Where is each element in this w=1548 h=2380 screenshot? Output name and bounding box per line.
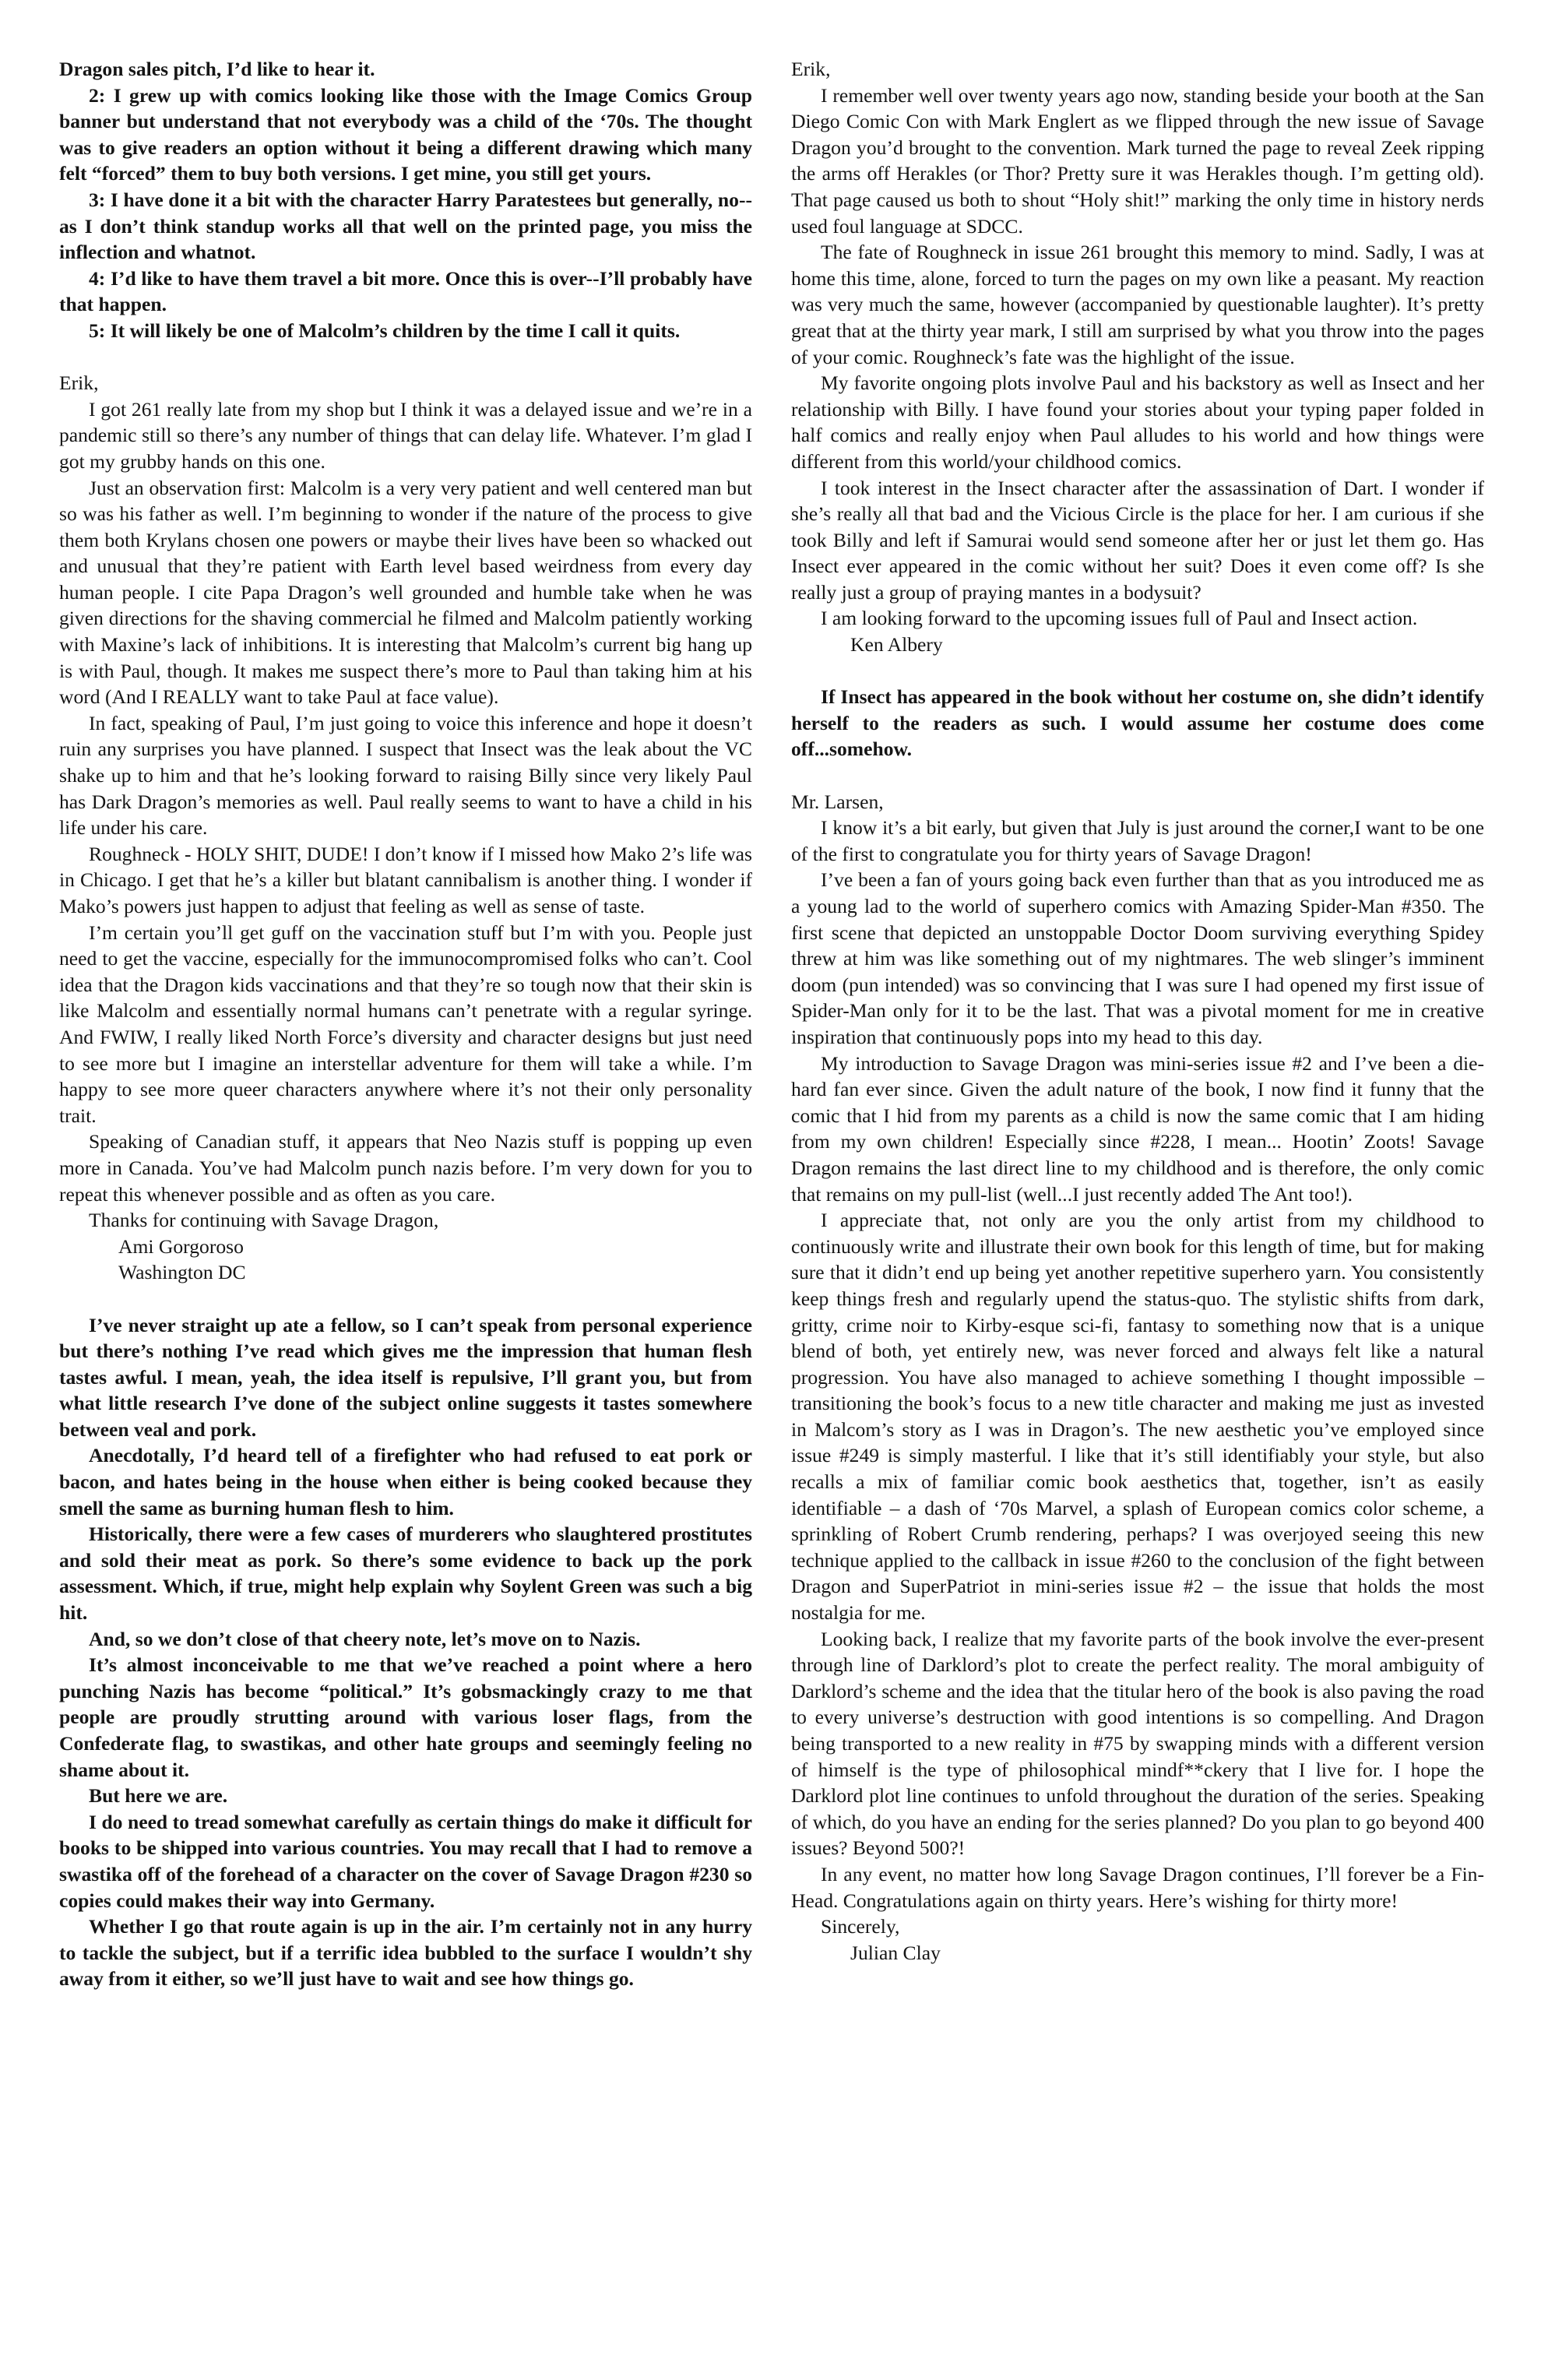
letter-paragraph: Speaking of Canadian stuff, it appears that Neo Nazis stuff is popping up even more in Canada. You’ve had Malcolm punch nazis before. I’m very down for you to repeat this whenever possible and as often as you care. [59, 1130, 752, 1206]
spacer [59, 1286, 752, 1312]
letter-paragraph: I’ve been a fan of yours going back even further than that as you introduced me as a young lad to the world of superhero comics with Amazing Spider-Man #350. The first scene that depicted an unstoppable Doctor Doom surviving everything Spidey threw at him was like something out of my nightmares. The web slinger’s imminent doom (pun intended) was so convincing that I was sure I had opened my first issue of Spider-Man only for it to be the last. That was a pivotal moment for me in creative inspiration that continuously pops into my head to this day. [791, 868, 1484, 1048]
reply-paragraph: I do need to tread somewhat carefully as certain things do make it difficult for books to be shipped into various countries. You may recall that I had to remove a swastika off of the forehead of a character on the cover of Savage Dragon #230 so copies could makes their way into Germany. [59, 1810, 752, 1912]
editor-reply-2 [59, 1312, 752, 1992]
reply-paragraph: 5: It will likely be one of Malcolm’s children by the time I call it quits. [89, 319, 681, 342]
letter-paragraph: I remember well over twenty years ago now, standing beside your booth at the San Diego Comic Con with Mark Englert as we flipped through the new issue of Savage Dragon you’d brought to the convention. Mark turned the page to reveal Zeek ripping the arms off Herakles (or Thor? Pretty sure it was Herakles though. I’m getting old). That page caused us both to shout “Holy shit!” marking the only time in history nerds used foul language at SDCC. [791, 83, 1484, 238]
letter-paragraph: Looking back, I realize that my favorite parts of the book involve the ever-present through line of Darklord’s plot to create the perfect reality. The moral ambiguity of Darklord’s scheme and the idea that the titular hero of the book is also paving the road to every universe’s destruction with good intentions is so compelling. And Dragon being transported to a new reality in #75 by swapping minds with a different version of himself is the type of philosophical mindf**ckery that I live for. I hope the Darklord plot line continues to unfold throughout the duration of the series. Speaking of which, do you have an ending for the series planned? Do you plan to go beyond 400 issues? Beyond 500?! [791, 1627, 1484, 1860]
letter-salutation: Erik, [791, 58, 831, 80]
spacer [791, 658, 1484, 685]
right-column [791, 56, 1484, 1966]
letter-signature: Julian Clay [850, 1941, 941, 1964]
reply-paragraph: 3: I have done it a bit with the character Harry Paratestees but generally, no--as I don’t think standup works all that well on the printed page, you miss the inflection and whatnot. [59, 188, 752, 264]
reply-paragraph: But here we are. [89, 1784, 228, 1808]
letter-ami-gorgoroso [59, 370, 752, 1286]
letter-closing: Sincerely, [821, 1915, 900, 1938]
letter-paragraph: I’m certain you’ll get guff on the vaccination stuff but I’m with you. People just need to get the vaccine, especially for the immunocompromised folks who can’t. Cool idea that the Dragon kids vaccinations and that they’re so tough now that their skin is like Malcolm and essentially normal humans can’t penetrate with a regular syringe. And FWIW, I really liked North Force’s diversity and character designs but just need to see more but I imagine an interstellar adventure for them will take a while. I’m happy to see more queer characters anywhere where it’s not their only personality trait. [59, 921, 752, 1127]
letter-paragraph: Roughneck - HOLY SHIT, DUDE! I don’t know if I missed how Mako 2’s life was in Chicago. I get that he’s a killer but blatant cannibalism is another thing. I wonder if Mako’s powers just happen to adjust that feeling as well as sense of taste. [59, 842, 752, 917]
letter-paragraph: I know it’s a bit early, but given that July is just around the corner,I want to be one of the first to congratulate you for thirty years of Savage Dragon! [791, 816, 1484, 865]
left-column [59, 56, 752, 1992]
letter-paragraph: My favorite ongoing plots involve Paul and his backstory as well as Insect and her relationship with Billy. I have found your stories about your typing paper folded in half comics and really enjoy when Paul alludes to his world and how things were different from this world/your childhood comics. [791, 371, 1484, 473]
reply-paragraph: Anecdotally, I’d heard tell of a firefighter who had refused to eat pork or bacon, and hates being in the house when either is being cooked because they smell the same as burning human flesh to him. [59, 1444, 752, 1519]
letter-salutation: Mr. Larsen, [791, 790, 884, 813]
editor-reply-top [59, 56, 752, 344]
spacer [59, 344, 752, 371]
letter-signature: Ken Albery [850, 633, 943, 657]
reply-paragraph: It’s almost inconceivable to me that we’ve reached a point where a hero punching Nazis has become “political.” It’s gobsmackingly crazy to me that people are proudly strutting around with various loser flags, from the Confederate flag, to swastikas, and other hate groups and seemingly feeling no shame about it. [59, 1653, 752, 1781]
letter-paragraph: I got 261 really late from my shop but I think it was a delayed issue and we’re in a pandemic still so there’s any number of things that can delay life. Whatever. I’m glad I got my grubby hands on this one. [59, 397, 752, 473]
letter-paragraph: The fate of Roughneck in issue 261 brought this memory to mind. Sadly, I was at home this time, alone, forced to turn the pages on my own like a peasant. My reaction was very much the same, however (accompanied by questionable laughter). It’s pretty great that at the thirty year mark, I still am surprised by what you throw into the pages of your comic. Roughneck’s fate was the highlight of the issue. [791, 241, 1484, 368]
letter-paragraph: In any event, no matter how long Savage Dragon continues, I’ll forever be a Fin-Head. Congratulations again on thirty years. Here’s wishing for thirty more! [791, 1862, 1484, 1912]
letter-paragraph: I took interest in the Insect character after the assassination of Dart. I wonder if she’s really all that bad and the Vicious Circle is the place for her. I am curious if she took Billy and left if Samurai would send someone after her or just let them go. Has Insect ever appeared in the comic without her suit? Does it even come off? Is she really just a group of praying mantes in a bodysuit? [791, 476, 1484, 604]
letter-location: Washington DC [118, 1261, 246, 1284]
letter-signature: Ami Gorgoroso [118, 1234, 244, 1258]
letter-paragraph: Just an observation first: Malcolm is a very very patient and well centered man but so was his father as well. I’m beginning to wonder if the nature of the process to give them both Krylans chosen one powers or maybe their lives have been so whacked out and unusual that they’re patient with Earth level based weirdness from every day human people. I cite Papa Dragon’s well grounded and humble take when he was given directions for the shaving commercial he filmed and Malcolm patiently working with Maxine’s lack of inhibitions. It is interesting that Malcolm’s current big hang up is with Paul, though. It makes me suspect there’s more to Paul than taking him at his word (And I REALLY want to take Paul at face value). [59, 476, 752, 709]
reply-paragraph: 4: I’d like to have them travel a bit more. Once this is over--I’ll probably have that happen. [59, 266, 752, 316]
letter-paragraph: My introduction to Savage Dragon was mini-series issue #2 and I’ve been a die-hard fan ever since. Given the adult nature of the book, I now find it funny that the comic that I hid from my parents as a child is now the same comic that I am hiding from my own children! Especially since #228, I mean... Hootin’ Zoots! Savage Dragon remains the last direct line to my childhood and is therefore, the only comic that remains on my pull-list (well...I just recently added The Ant too!). [791, 1051, 1484, 1206]
letter-paragraph: In fact, speaking of Paul, I’m just going to voice this inference and hope it doesn’t ruin any surprises you have planned. I suspect that Insect was the leak about the VC shake up to him and that he’s looking forward to raising Billy since very likely Paul has Dark Dragon’s memories as well. Paul really seems to want to have a child in his life under his care. [59, 711, 752, 840]
reply-paragraph: And, so we don’t close of that cheery note, let’s move on to Nazis. [89, 1627, 641, 1650]
reply-paragraph: 2: I grew up with comics looking like those with the Image Comics Group banner but understand that not everybody was a child of the ‘70s. The thought was to give readers an option without it being a different drawing which many felt “forced” them to buy both versions. I get mine, you still get yours. [59, 83, 752, 185]
letter-paragraph: I appreciate that, not only are you the only artist from my childhood to continuously write and illustrate their own book for this length of time, but for making sure that it didn’t end up being yet another repetitive superhero yarn. You consistently keep things fresh and regularly upend the status-quo. The stylistic shifts from dark, gritty, crime noir to Kirby-esque sci-fi, fantasy to something now that is a unique blend of both, yet entirely new, was never forced and always felt like a natural progression. You have also managed to achieve something I thought impossible – transitioning the book’s focus to a new title character and making me just as invested in Malcom’s story as I was in Dragon’s. The new aesthetic you’ve employed since issue #249 is simply masterful. I like that it’s still identifiably your style, but also recalls a mix of familiar comic book aesthetics that, together, isn’t as easily identifiable – a dash of ‘70s Marvel, a splash of European comics color scheme, a sprinkling of Robert Crumb rendering, perhaps? I was overjoyed seeing this new technique applied to the callback in issue #260 to the conclusion of the fight between Dragon and SuperPatriot in mini-series issue #2 – the issue that holds the most nostalgia for me. [791, 1209, 1484, 1625]
letter-salutation: Erik, [59, 371, 99, 395]
editor-reply-3 [791, 684, 1484, 762]
letter-julian-clay [791, 789, 1484, 1966]
reply-paragraph: If Insect has appeared in the book without her costume on, she didn’t identify herself to the readers as such. I would assume her costume does come off...somehow. [791, 685, 1484, 761]
letter-ken-albery [791, 56, 1484, 658]
reply-paragraph: Whether I go that route again is up in the air. I’m certainly not in any hurry to tackle the subject, but if a terrific idea bubbled to the surface I wouldn’t shy away from it either, so we’ll just have to wait and see how things go. [59, 1915, 752, 1991]
spacer [791, 762, 1484, 789]
reply-paragraph: Dragon sales pitch, I’d like to hear it. [59, 58, 375, 80]
reply-paragraph: I’ve never straight up ate a fellow, so I can’t speak from personal experience but there’s nothing I’ve read which gives me the impression that human flesh tastes awful. I mean, yeah, the idea itself is repulsive, I’ll grant you, but from what little research I’ve done of the subject online suggests it tastes somewhere between veal and pork. [59, 1313, 752, 1441]
reply-paragraph: Historically, there were a few cases of murderers who slaughtered prostitutes and sold their meat as pork. So there’s some evidence to back up the pork assessment. Which, if true, might help explain why Soylent Green was such a big hit. [59, 1523, 752, 1625]
letter-closing: Thanks for continuing with Savage Dragon, [89, 1209, 439, 1232]
letter-paragraph: I am looking forward to the upcoming issues full of Paul and Insect action. [821, 607, 1418, 630]
